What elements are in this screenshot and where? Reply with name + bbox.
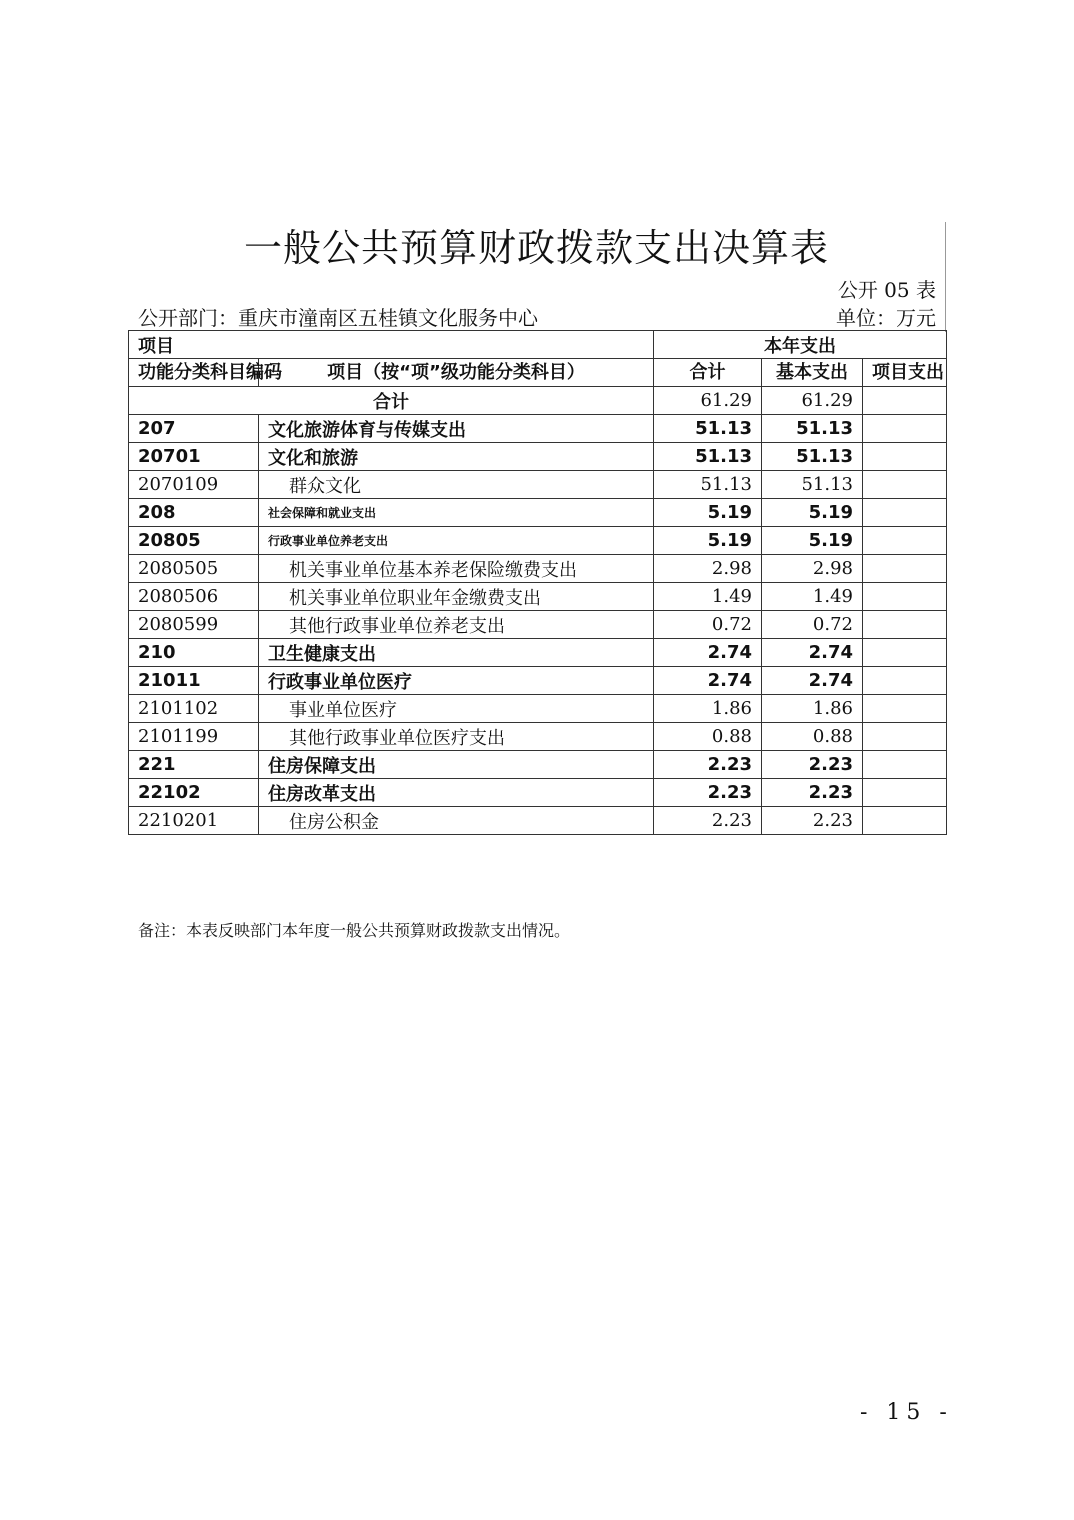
cell-basic: 51.13 — [762, 443, 863, 471]
cell-project — [863, 583, 947, 611]
header-code: 功能分类科目编码 — [129, 359, 259, 387]
cell-total: 5.19 — [654, 499, 762, 527]
total-label: 合计 — [129, 387, 654, 415]
cell-basic: 2.74 — [762, 667, 863, 695]
cell-basic: 2.98 — [762, 555, 863, 583]
footnote: 备注：本表反映部门本年度一般公共预算财政拨款支出情况。 — [138, 921, 571, 940]
cell-project — [863, 611, 947, 639]
cell-name: 事业单位医疗 — [259, 695, 654, 723]
cell-code: 20701 — [129, 443, 259, 471]
cell-basic: 0.72 — [762, 611, 863, 639]
header-row-1 — [129, 331, 947, 359]
cell-code: 207 — [129, 415, 259, 443]
cell-project — [863, 499, 947, 527]
cell-basic: 2.74 — [762, 639, 863, 667]
cell-project — [863, 779, 947, 807]
table-row — [129, 723, 947, 751]
cell-basic: 2.23 — [762, 751, 863, 779]
margin-line — [945, 222, 946, 332]
cell-code: 2080599 — [129, 611, 259, 639]
header-project: 项目 — [129, 331, 654, 359]
table-row — [129, 583, 947, 611]
cell-name: 卫生健康支出 — [259, 639, 654, 667]
cell-name: 住房改革支出 — [259, 779, 654, 807]
header-row-2 — [129, 359, 947, 387]
cell-code: 2080505 — [129, 555, 259, 583]
table-row — [129, 415, 947, 443]
table-row — [129, 667, 947, 695]
cell-project — [863, 807, 947, 835]
table-row — [129, 527, 947, 555]
table-row — [129, 471, 947, 499]
total-basic: 61.29 — [762, 387, 863, 415]
cell-total: 1.86 — [654, 695, 762, 723]
cell-total: 2.23 — [654, 807, 762, 835]
cell-total: 2.98 — [654, 555, 762, 583]
table-row — [129, 807, 947, 835]
page-number: - 15 - — [860, 1400, 953, 1425]
cell-code: 21011 — [129, 667, 259, 695]
cell-name: 机关事业单位职业年金缴费支出 — [259, 583, 654, 611]
cell-total: 51.13 — [654, 415, 762, 443]
header-basic: 基本支出 — [762, 359, 863, 387]
cell-code: 20805 — [129, 527, 259, 555]
table-row — [129, 611, 947, 639]
cell-project — [863, 751, 947, 779]
cell-basic: 5.19 — [762, 499, 863, 527]
cell-code: 2210201 — [129, 807, 259, 835]
cell-total: 0.72 — [654, 611, 762, 639]
cell-project — [863, 639, 947, 667]
cell-code: 208 — [129, 499, 259, 527]
cell-basic: 2.23 — [762, 807, 863, 835]
cell-project — [863, 471, 947, 499]
total-project — [863, 387, 947, 415]
table-row — [129, 695, 947, 723]
table-row — [129, 555, 947, 583]
cell-basic: 5.19 — [762, 527, 863, 555]
cell-total: 51.13 — [654, 443, 762, 471]
cell-name: 其他行政事业单位医疗支出 — [259, 723, 654, 751]
table-row — [129, 499, 947, 527]
cell-code: 2070109 — [129, 471, 259, 499]
cell-basic: 51.13 — [762, 471, 863, 499]
cell-name: 机关事业单位基本养老保险缴费支出 — [259, 555, 654, 583]
department-label: 公开部门：重庆市潼南区五桂镇文化服务中心 — [138, 306, 538, 330]
table-row — [129, 443, 947, 471]
cell-name: 行政事业单位养老支出 — [259, 527, 654, 555]
cell-total: 2.74 — [654, 639, 762, 667]
cell-name: 其他行政事业单位养老支出 — [259, 611, 654, 639]
cell-basic: 0.88 — [762, 723, 863, 751]
table-row — [129, 639, 947, 667]
cell-basic: 2.23 — [762, 779, 863, 807]
cell-project — [863, 555, 947, 583]
cell-project — [863, 695, 947, 723]
header-project-exp: 项目支出 — [863, 359, 947, 387]
total-row — [129, 387, 947, 415]
cell-project — [863, 527, 947, 555]
cell-basic: 1.49 — [762, 583, 863, 611]
unit-label: 单位：万元 — [836, 306, 936, 330]
cell-name: 社会保障和就业支出 — [259, 499, 654, 527]
cell-basic: 51.13 — [762, 415, 863, 443]
cell-code: 2101102 — [129, 695, 259, 723]
cell-project — [863, 415, 947, 443]
cell-name: 文化和旅游 — [259, 443, 654, 471]
cell-basic: 1.86 — [762, 695, 863, 723]
cell-name: 行政事业单位医疗 — [259, 667, 654, 695]
table-row — [129, 779, 947, 807]
cell-project — [863, 443, 947, 471]
table-number: 公开 05 表 — [837, 278, 936, 302]
header-total: 合计 — [654, 359, 762, 387]
cell-project — [863, 723, 947, 751]
header-current-year: 本年支出 — [654, 331, 947, 359]
cell-total: 51.13 — [654, 471, 762, 499]
cell-total: 1.49 — [654, 583, 762, 611]
table-row — [129, 751, 947, 779]
cell-code: 22102 — [129, 779, 259, 807]
expenditure-table — [128, 330, 947, 835]
cell-name: 住房保障支出 — [259, 751, 654, 779]
cell-code: 2101199 — [129, 723, 259, 751]
cell-name: 文化旅游体育与传媒支出 — [259, 415, 654, 443]
header-name: 项目（按“项”级功能分类科目） — [259, 359, 654, 387]
cell-code: 210 — [129, 639, 259, 667]
cell-code: 2080506 — [129, 583, 259, 611]
cell-project — [863, 667, 947, 695]
cell-name: 群众文化 — [259, 471, 654, 499]
cell-name: 住房公积金 — [259, 807, 654, 835]
cell-total: 2.23 — [654, 751, 762, 779]
cell-total: 2.74 — [654, 667, 762, 695]
total-amount: 61.29 — [654, 387, 762, 415]
cell-total: 2.23 — [654, 779, 762, 807]
page-title: 一般公共预算财政拨款支出决算表 — [243, 226, 829, 270]
cell-total: 0.88 — [654, 723, 762, 751]
cell-total: 5.19 — [654, 527, 762, 555]
cell-code: 221 — [129, 751, 259, 779]
